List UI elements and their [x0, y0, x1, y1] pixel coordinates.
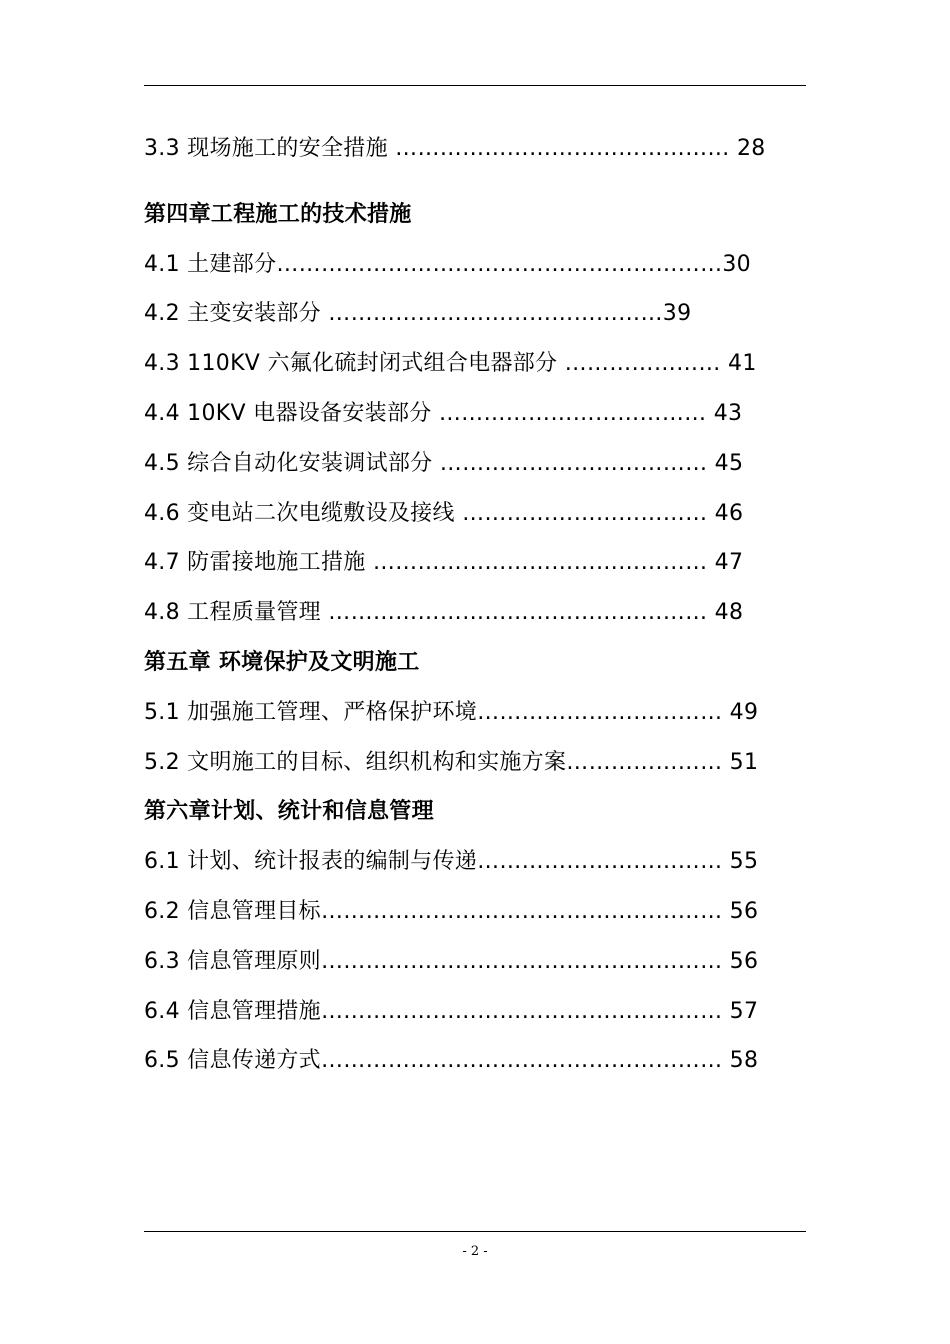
toc-entry-4-3[interactable]: 4.3 110KV 六氟化硫封闭式组合电器部分 ………………… 41	[144, 351, 757, 377]
toc-entry-6-5[interactable]: 6.5 信息传递方式……………………………………………… 58	[144, 1048, 759, 1074]
toc-entry-5-2[interactable]: 5.2 文明施工的目标、组织机构和实施方案………………… 51	[144, 749, 759, 775]
toc-entry-6-3[interactable]: 6.3 信息管理原则……………………………………………… 56	[144, 948, 759, 974]
toc-entry-6-1[interactable]: 6.1 计划、统计报表的编制与传递…………………………… 55	[144, 849, 759, 875]
footer-rule	[144, 1231, 806, 1232]
header-rule	[144, 85, 806, 86]
toc-entry-6-2[interactable]: 6.2 信息管理目标……………………………………………… 56	[144, 898, 759, 924]
toc-chapter-4[interactable]: 第四章工程施工的技术措施	[144, 201, 412, 227]
toc-entry-4-7[interactable]: 4.7 防雷接地施工措施 ……………………………………… 47	[144, 550, 744, 576]
table-of-contents	[144, 124, 844, 1086]
toc-entry-4-5[interactable]: 4.5 综合自动化安装调试部分 ……………………………… 45	[144, 450, 744, 476]
toc-entry-5-1[interactable]: 5.1 加强施工管理、严格保护环境…………………………… 49	[144, 699, 759, 725]
toc-chapter-5[interactable]: 第五章 环境保护及文明施工	[144, 649, 420, 675]
toc-chapter-6[interactable]: 第六章计划、统计和信息管理	[144, 799, 434, 825]
toc-entry-3-3[interactable]: 3.3 现场施工的安全措施 ……………………………………… 28	[144, 136, 766, 161]
toc-entry-4-8[interactable]: 4.8 工程质量管理 …………………………………………… 48	[144, 600, 744, 626]
toc-entry-6-4[interactable]: 6.4 信息管理措施……………………………………………… 57	[144, 998, 759, 1024]
toc-entry-4-4[interactable]: 4.4 10KV 电器设备安装部分 ……………………………… 43	[144, 400, 743, 426]
page-number: - 2 -	[462, 1244, 488, 1259]
toc-entry-4-6[interactable]: 4.6 变电站二次电缆敷设及接线 …………………………… 46	[144, 500, 744, 526]
toc-entry-4-1[interactable]: 4.1 土建部分……………………………………………………30	[144, 251, 751, 277]
toc-entry-4-2[interactable]: 4.2 主变安装部分 ………………………………………39	[144, 301, 692, 327]
